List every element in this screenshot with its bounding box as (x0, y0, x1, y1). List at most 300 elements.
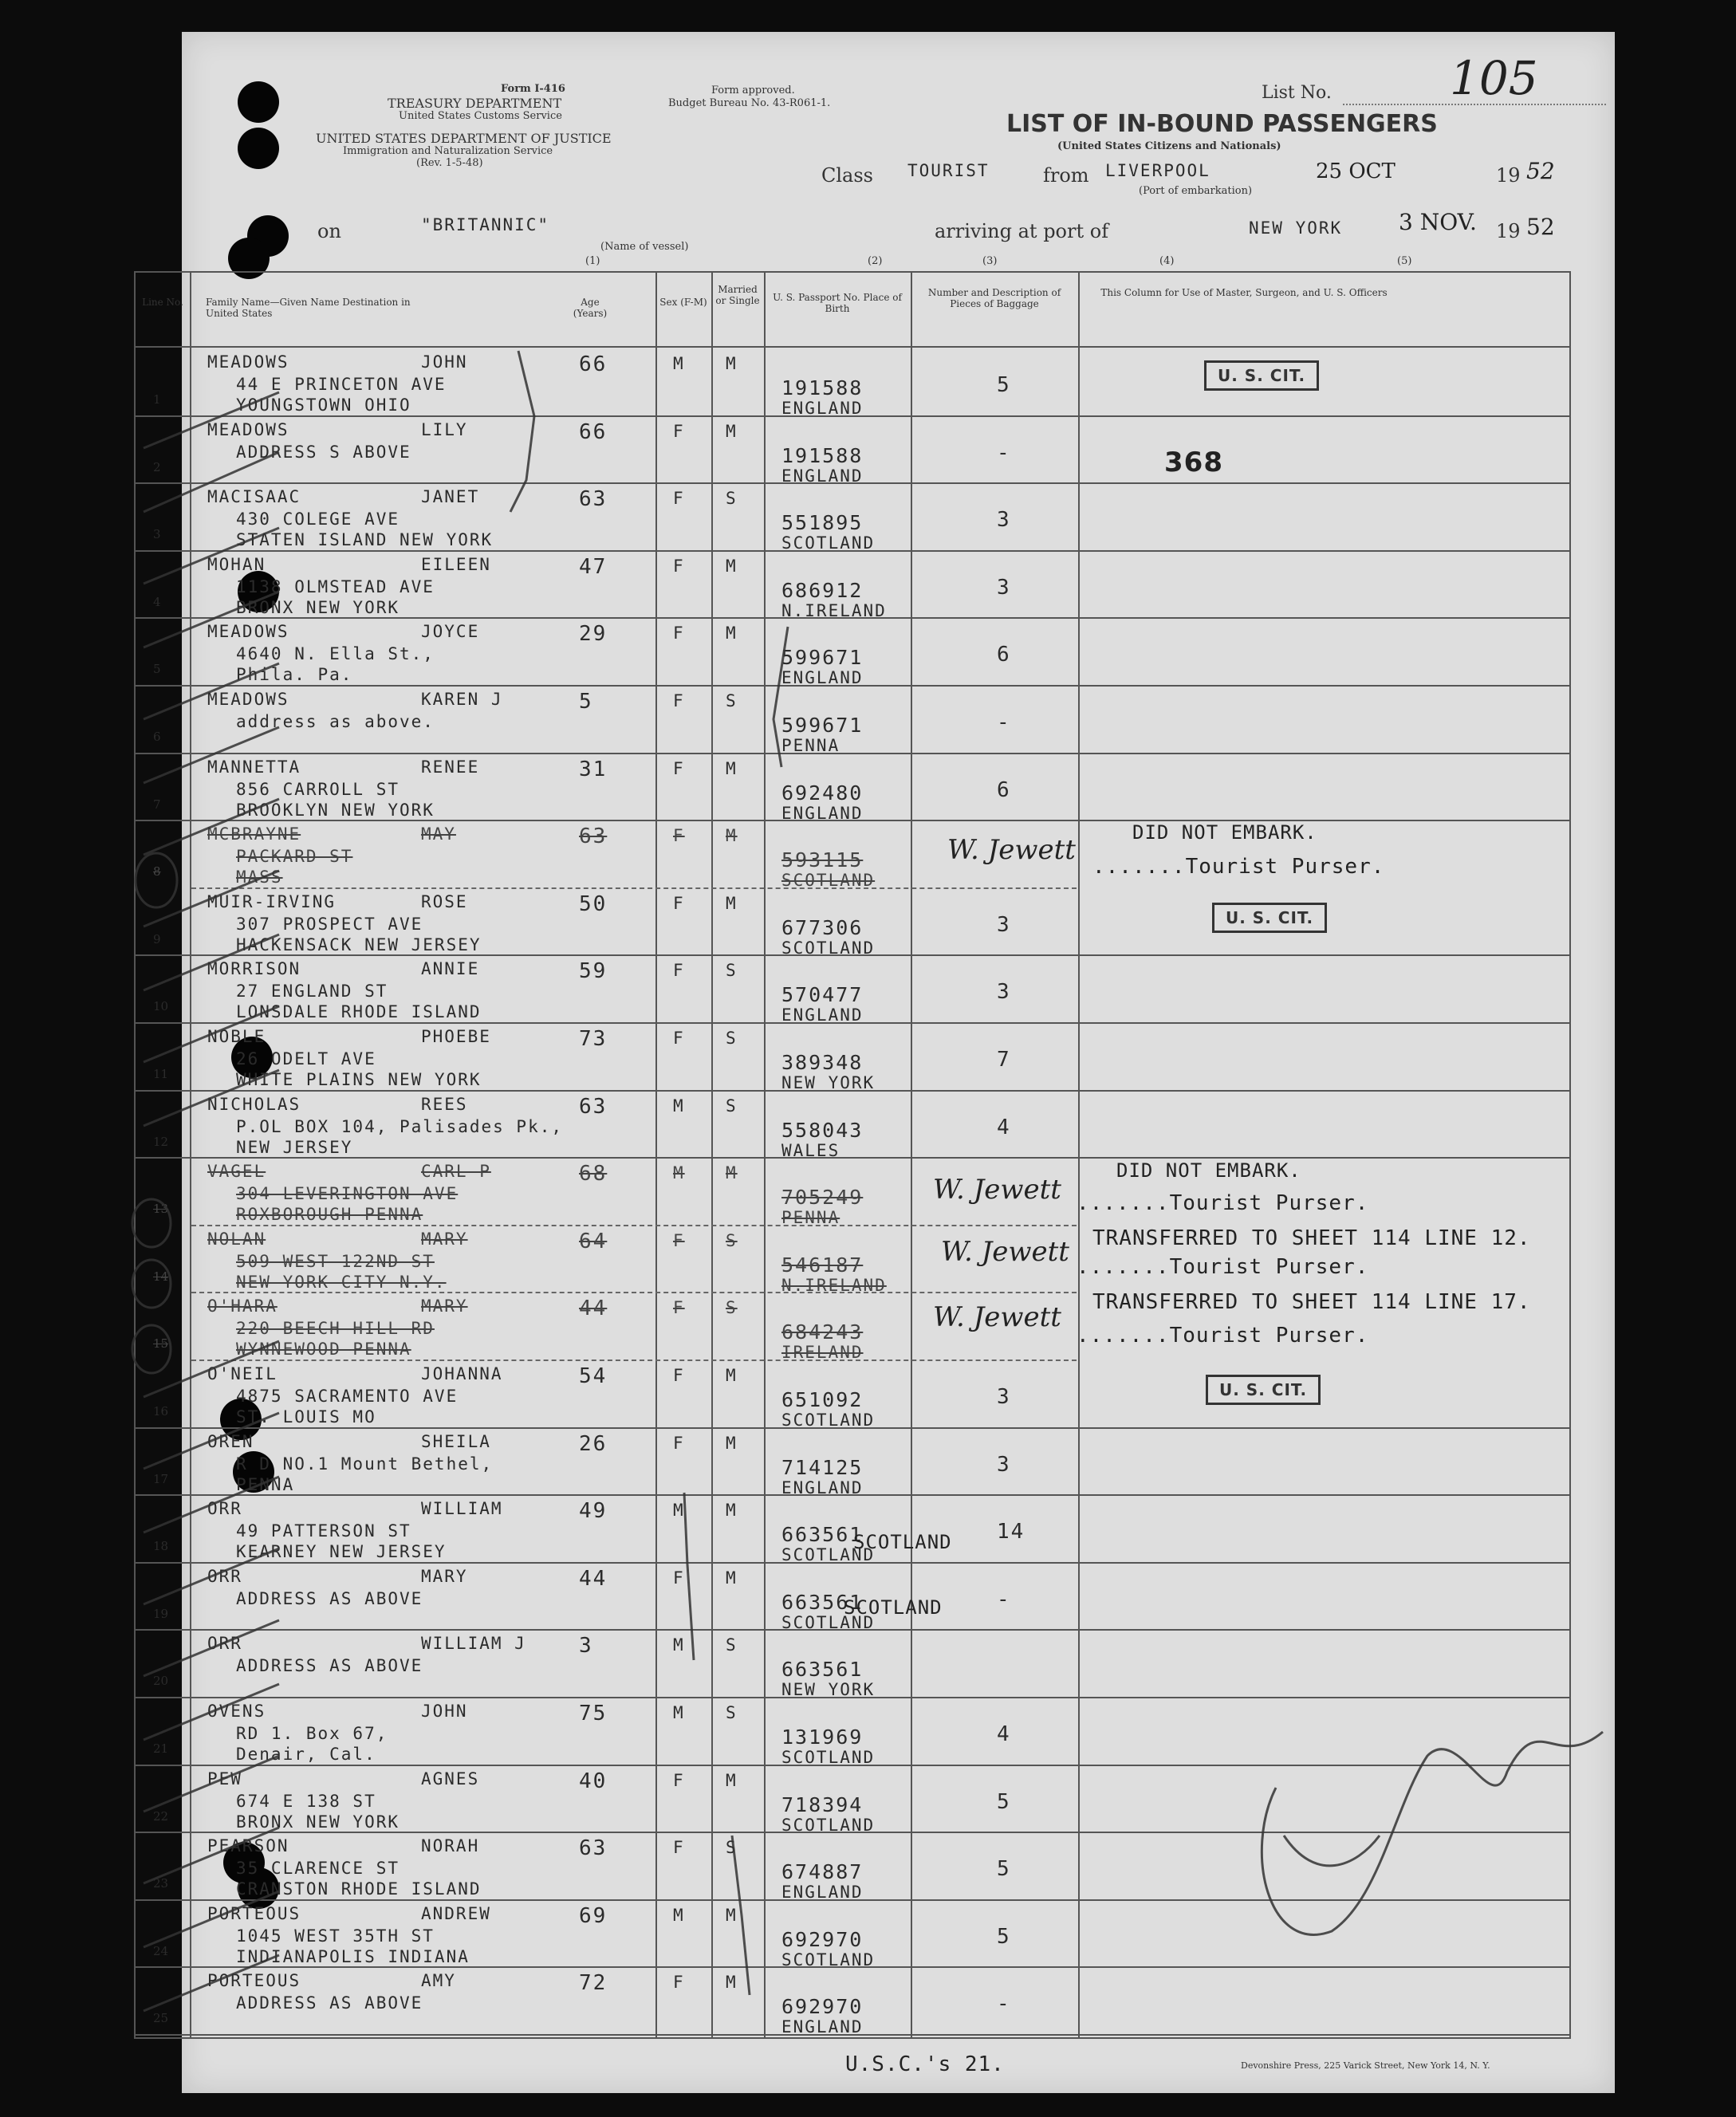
line-number: 12 (153, 1134, 169, 1149)
budget-bureau: Budget Bureau No. 43-R061-1. (668, 97, 831, 109)
line-number: 3 (153, 527, 161, 542)
us-citizen-stamp: U. S. CIT. (1204, 360, 1319, 391)
marital-status: M (726, 624, 738, 643)
line-number: 23 (153, 1876, 169, 1891)
address-line-2: BROOKLYN NEW YORK (236, 800, 435, 820)
place-of-birth: SCOTLAND (781, 938, 876, 958)
sex: M (673, 1703, 685, 1722)
baggage-count: 6 (997, 643, 1011, 667)
baggage-count: - (997, 1992, 1011, 2017)
given-name: JANET (421, 487, 480, 507)
given-name: AGNES (421, 1769, 480, 1788)
address-line-1: 430 COLEGE AVE (236, 510, 400, 529)
vessel-name: "BRITANNIC" (421, 215, 550, 234)
baggage-count: 7 (997, 1048, 1011, 1072)
address-line-1: 4875 SACRAMENTO AVE (236, 1387, 459, 1406)
sex: F (673, 758, 685, 778)
address-line-2: LONSDALE RHODE ISLAND (236, 1002, 482, 1022)
age: 63 (579, 487, 608, 512)
address-line-1: 4640 N. Ella St., (236, 644, 435, 664)
marital-status: M (726, 826, 738, 846)
place-of-birth: PENNA (781, 736, 840, 755)
marital-status: M (726, 1501, 738, 1521)
line-number: 24 (153, 1943, 169, 1958)
address-line-2: CRANSTON RHODE ISLAND (236, 1879, 482, 1899)
given-name: SHEILA (421, 1431, 491, 1451)
embark-date: 25 OCT (1316, 159, 1395, 183)
baggage-count: 5 (997, 373, 1011, 397)
marital-status: M (726, 758, 738, 778)
punch-hole (238, 81, 279, 123)
col-header-age: Age (Years) (573, 297, 608, 319)
form-approved: Form approved. (711, 85, 795, 96)
sex: M (673, 1635, 685, 1655)
tourist-purser-note: .......Tourist Purser. (1077, 1324, 1369, 1348)
place-of-birth: SCOTLAND (781, 871, 876, 891)
address-line-1: 856 CARROLL ST (236, 779, 400, 799)
place-of-birth: ENGLAND (781, 1005, 864, 1025)
baggage-count: 14 (997, 1520, 1025, 1544)
line-number: 13 (153, 1202, 169, 1217)
age: 49 (579, 1499, 608, 1524)
given-name: MARY (421, 1566, 468, 1586)
passport-number: 663561 (781, 1523, 864, 1547)
column-number-2: (2) (868, 255, 883, 267)
marital-status: M (726, 1163, 738, 1183)
col-header-line: Line No. (142, 297, 183, 308)
family-name: NICHOLAS (207, 1094, 301, 1114)
line-number: 15 (153, 1336, 169, 1352)
marital-status: S (726, 1230, 738, 1250)
address-line-2: HACKENSACK NEW JERSEY (236, 935, 482, 954)
passport-number: 663561 (781, 1590, 864, 1614)
address-line-2: BRONX NEW YORK (236, 597, 400, 617)
given-name: ANNIE (421, 959, 480, 979)
marital-status: S (726, 1703, 738, 1722)
place-of-birth: ENGLAND (781, 803, 864, 823)
passport-number: 191588 (781, 376, 864, 399)
given-name: CARL P (421, 1162, 491, 1182)
us-citizen-stamp: U. S. CIT. (1212, 903, 1327, 933)
passenger-table (134, 271, 1571, 2039)
family-name: MACISAAC (207, 487, 301, 507)
marital-status: M (726, 1770, 738, 1790)
address-line-2: INDIANAPOLIS INDIANA (236, 1946, 470, 1966)
baggage-count: 3 (997, 1385, 1011, 1409)
address-line-1: ADDRESS AS ABOVE (236, 1656, 423, 1676)
column-number-3: (3) (982, 255, 998, 267)
address-line-1: ADDRESS AS ABOVE (236, 1993, 423, 2013)
baggage-count: 4 (997, 1722, 1011, 1746)
marital-status: M (726, 893, 738, 913)
passport-number: 651092 (781, 1388, 864, 1411)
place-of-birth: ENGLAND (781, 668, 864, 688)
passport-number: 599671 (781, 714, 864, 737)
line-number: 19 (153, 1606, 169, 1621)
age: 31 (579, 757, 608, 781)
passport-number: 546187 (781, 1253, 864, 1277)
baggage-count: 3 (997, 575, 1011, 600)
age: 50 (579, 891, 608, 916)
address-line-1: 26 ODELT AVE (236, 1049, 376, 1068)
address-line-2: NEW YORK CITY N.Y. (236, 1272, 447, 1292)
age: 75 (579, 1702, 608, 1725)
age: 63 (579, 824, 608, 849)
justice-department: UNITED STATES DEPARTMENT OF JUSTICE (316, 131, 612, 146)
place-of-birth: SCOTLAND (781, 1748, 876, 1767)
birthplace-overwrite: SCOTLAND (844, 1596, 943, 1619)
family-name: MOHAN (207, 554, 266, 574)
address-line-1: RD 1. Box 67, (236, 1724, 388, 1743)
class-value: TOURIST (907, 161, 990, 180)
marital-status: M (726, 1366, 738, 1385)
address-line-1: address as above. (236, 712, 435, 731)
age: 40 (579, 1769, 608, 1793)
age: 5 (579, 690, 593, 714)
baggage-count: 3 (997, 1452, 1011, 1477)
family-name: ORR (207, 1634, 242, 1654)
form-title: LIST OF IN-BOUND PASSENGERS (1006, 110, 1438, 138)
family-name: MANNETTA (207, 757, 301, 777)
age: 66 (579, 419, 608, 444)
punch-hole (238, 128, 279, 169)
address-line-2: Phila. Pa. (236, 665, 353, 685)
passport-number: 714125 (781, 1455, 864, 1479)
class-label: Class (821, 164, 873, 187)
address-line-1: 27 ENGLAND ST (236, 982, 388, 1001)
place-of-birth: N.IRELAND (781, 600, 887, 620)
tourist-purser-note: .......Tourist Purser. (1077, 1191, 1369, 1215)
place-of-birth: SCOTLAND (781, 1545, 876, 1565)
age: 64 (579, 1229, 608, 1253)
family-name: MORRISON (207, 959, 301, 979)
line-number: 25 (153, 2011, 169, 2026)
baggage-count: 3 (997, 980, 1011, 1005)
passport-number: 692480 (781, 781, 864, 805)
arrival-port: NEW YORK (1249, 218, 1343, 238)
age: 44 (579, 1566, 608, 1591)
given-name: MARY (421, 1297, 468, 1316)
place-of-birth: ENGLAND (781, 1883, 864, 1903)
arrival-date: 3 NOV. (1399, 209, 1477, 235)
treasury-department: TREASURY DEPARTMENT (388, 96, 562, 111)
marital-status: S (726, 489, 738, 509)
place-of-birth: SCOTLAND (781, 1411, 876, 1430)
place-of-birth: SCOTLAND (781, 533, 876, 553)
family-name: OREN (207, 1431, 254, 1451)
given-name: LILY (421, 419, 468, 439)
sex: F (673, 691, 685, 710)
sex: F (673, 1366, 685, 1385)
age: 63 (579, 1836, 608, 1861)
footer-printer: Devonshire Press, 225 Varick Street, New York 14, N. Y. (1241, 2060, 1490, 2071)
arrival-year: 52 (1526, 214, 1555, 240)
us-citizen-stamp: U. S. CIT. (1206, 1375, 1321, 1405)
family-name: MCBRAYNE (207, 824, 301, 844)
annotation-number: 368 (1164, 447, 1223, 478)
family-name: MEADOWS (207, 419, 289, 439)
address-line-2: Denair, Cal. (236, 1745, 376, 1764)
passport-number: 718394 (781, 1792, 864, 1816)
footer-usc: U.S.C.'s 21. (845, 2052, 1005, 2076)
marital-status: S (726, 1635, 738, 1655)
given-name: JOHN (421, 1702, 468, 1721)
baggage-count: - (997, 1587, 1011, 1611)
sex: F (673, 1433, 685, 1453)
address-line-1: 35 CLARENCE ST (236, 1859, 400, 1879)
line-number: 6 (153, 730, 161, 744)
address-line-1: 304 LEVERINGTON AVE (236, 1184, 459, 1204)
address-line-1: 49 PATTERSON ST (236, 1521, 411, 1541)
place-of-birth: ENGLAND (781, 466, 864, 486)
family-name: MEADOWS (207, 352, 289, 372)
birthplace-overwrite: SCOTLAND (853, 1531, 952, 1553)
given-name: MARY (421, 1229, 468, 1249)
col-header-name: Family Name—Given Name Destination in United States (206, 297, 411, 319)
given-name: KAREN J (421, 690, 503, 709)
sex: F (673, 624, 685, 643)
sex: F (673, 1298, 685, 1318)
age: 69 (579, 1903, 608, 1928)
given-name: ROSE (421, 891, 468, 911)
place-of-birth: SCOTLAND (781, 1815, 876, 1835)
column-number-5: (5) (1397, 255, 1412, 267)
address-line-1: PACKARD ST (236, 847, 353, 867)
line-number: 4 (153, 594, 161, 609)
sex: M (673, 1096, 685, 1116)
transferred-note: TRANSFERRED TO SHEET 114 LINE 12. (1092, 1226, 1531, 1250)
arriving-label: arriving at port of (935, 220, 1109, 242)
address-line-1: R D NO.1 Mount Bethel, (236, 1454, 494, 1474)
place-of-birth: WALES (781, 1140, 840, 1160)
given-name: MAY (421, 824, 456, 844)
sex: F (673, 421, 685, 441)
place-of-birth: SCOTLAND (781, 1612, 876, 1632)
arrival-year-prefix: 19 (1496, 220, 1521, 242)
marital-status: S (726, 1298, 738, 1318)
family-name: PEARSON (207, 1836, 289, 1856)
family-name: O'HARA (207, 1297, 278, 1316)
column-number-4: (4) (1159, 255, 1175, 267)
address-line-1: 307 PROSPECT AVE (236, 914, 423, 934)
marital-status: S (726, 1838, 738, 1858)
line-number: 18 (153, 1539, 169, 1554)
sex: M (673, 1163, 685, 1183)
sex: F (673, 556, 685, 576)
age: 47 (579, 554, 608, 579)
sex: F (673, 826, 685, 846)
marital-status: M (726, 354, 738, 373)
family-name: NOLAN (207, 1229, 266, 1249)
transferred-note: TRANSFERRED TO SHEET 114 LINE 17. (1092, 1290, 1531, 1314)
sex: F (673, 1973, 685, 1993)
passport-number: 191588 (781, 443, 864, 467)
given-name: PHOEBE (421, 1027, 491, 1046)
sex: F (673, 893, 685, 913)
revision: (Rev. 1-5-48) (416, 157, 483, 169)
given-name: NORAH (421, 1836, 480, 1856)
embark-year: 52 (1526, 158, 1555, 184)
immigration-service: Immigration and Naturalization Service (343, 145, 553, 157)
baggage-count: 6 (997, 777, 1011, 802)
passport-number: 674887 (781, 1860, 864, 1884)
col-header-baggage: Number and Description of Pieces of Baggage (927, 287, 1061, 309)
place-of-birth: NEW YORK (781, 1680, 876, 1700)
given-name: ANDREW (421, 1903, 491, 1923)
purser-signature: W. Jewett (933, 1301, 1061, 1333)
tourist-purser-note: .......Tourist Purser. (1092, 855, 1385, 879)
family-name: VAGEL (207, 1162, 266, 1182)
col-header-married: Married or Single (715, 284, 760, 306)
list-no-label: List No. (1262, 83, 1332, 103)
place-of-birth: PENNA (781, 1208, 840, 1228)
place-of-birth: NEW YORK (781, 1073, 876, 1092)
address-line-2: ROXBOROUGH PENNA (236, 1205, 423, 1225)
family-name: MEADOWS (207, 622, 289, 642)
passport-number: 593115 (781, 848, 864, 872)
marital-status: S (726, 691, 738, 710)
sex: F (673, 961, 685, 981)
place-of-birth: SCOTLAND (781, 1950, 876, 1969)
given-name: REES (421, 1094, 468, 1114)
marital-status: S (726, 1096, 738, 1116)
age: 29 (579, 622, 608, 647)
given-name: JOHANNA (421, 1364, 503, 1383)
family-name: OVENS (207, 1702, 266, 1721)
purser-signature: W. Jewett (941, 1236, 1069, 1268)
vessel-caption: (Name of vessel) (600, 241, 689, 253)
address-line-1: 44 E PRINCETON AVE (236, 375, 447, 394)
age: 44 (579, 1297, 608, 1321)
passport-number: 570477 (781, 983, 864, 1007)
sex: F (673, 1568, 685, 1588)
address-line-2: ST. LOUIS MO (236, 1407, 376, 1426)
marital-status: S (726, 1029, 738, 1048)
address-line-1: ADDRESS S ABOVE (236, 442, 411, 462)
place-of-birth: ENGLAND (781, 1478, 864, 1497)
sex: M (673, 354, 685, 373)
sex: F (673, 1770, 685, 1790)
line-number: 8 (153, 864, 161, 879)
given-name: JOHN (421, 352, 468, 372)
line-number: 17 (153, 1471, 169, 1486)
marital-status: M (726, 556, 738, 576)
place-of-birth: ENGLAND (781, 399, 864, 418)
family-name: NOBLE (207, 1027, 266, 1046)
address-line-1: 1045 WEST 35TH ST (236, 1926, 435, 1946)
passport-number: 389348 (781, 1051, 864, 1074)
baggage-count: 3 (997, 508, 1011, 533)
address-line-1: 1138 OLMSTEAD AVE (236, 576, 435, 596)
purser-signature: W. Jewett (933, 1174, 1061, 1206)
passport-number: 677306 (781, 915, 864, 939)
baggage-count: 4 (997, 1115, 1011, 1139)
address-line-1: ADDRESS AS ABOVE (236, 1588, 423, 1608)
age: 3 (579, 1634, 593, 1659)
baggage-count: 3 (997, 912, 1011, 937)
line-number: 16 (153, 1404, 169, 1419)
form-number: Form I-416 (501, 83, 565, 95)
address-line-2: YOUNGSTOWN OHIO (236, 395, 411, 415)
address-line-2: WYNNEWOOD PENNA (236, 1340, 411, 1360)
form-subtitle: (United States Citizens and Nationals) (1057, 140, 1281, 152)
passport-number: 686912 (781, 578, 864, 602)
line-number: 2 (153, 459, 161, 474)
marital-status: M (726, 1973, 738, 1993)
line-number: 7 (153, 797, 161, 812)
passport-number: 692970 (781, 1995, 864, 2019)
age: 54 (579, 1364, 608, 1388)
sex: M (673, 1501, 685, 1521)
purser-signature: W. Jewett (947, 834, 1076, 866)
marital-status: M (726, 421, 738, 441)
address-line-2: PENNA (236, 1474, 295, 1494)
passport-number: 551895 (781, 511, 864, 535)
address-line-2: STATEN ISLAND NEW YORK (236, 530, 494, 550)
line-number: 5 (153, 662, 161, 677)
place-of-birth: IRELAND (781, 1343, 864, 1363)
family-name: PORTEOUS (207, 1971, 301, 1991)
line-number: 11 (153, 1067, 169, 1081)
sex: F (673, 1838, 685, 1858)
passport-number: 131969 (781, 1725, 864, 1749)
place-of-birth: ENGLAND (781, 2017, 864, 2037)
line-number: 22 (153, 1808, 169, 1824)
column-number-1: (1) (585, 255, 600, 267)
family-name: PORTEOUS (207, 1903, 301, 1923)
line-number: 20 (153, 1674, 169, 1689)
age: 72 (579, 1971, 608, 1996)
address-line-1: 220 BEECH HILL RD (236, 1319, 435, 1339)
marital-status: M (726, 1905, 738, 1925)
given-name: WILLIAM J (421, 1634, 526, 1654)
marital-status: S (726, 961, 738, 981)
given-name: AMY (421, 1971, 456, 1991)
age: 68 (579, 1162, 608, 1186)
place-of-birth: N.IRELAND (781, 1275, 887, 1295)
line-number: 14 (153, 1269, 169, 1284)
check-marks-overlay (136, 273, 1569, 2037)
passport-number: 599671 (781, 646, 864, 670)
family-name: O'NEIL (207, 1364, 278, 1383)
family-name: ORR (207, 1566, 242, 1586)
port-embarkation-caption: (Port of embarkation) (1139, 185, 1253, 197)
did-not-embark-note: DID NOT EMBARK. (1116, 1159, 1301, 1182)
given-name: EILEEN (421, 554, 491, 574)
sex: M (673, 1905, 685, 1925)
family-name: ORR (207, 1499, 242, 1519)
family-name: MUIR-IRVING (207, 891, 337, 911)
marital-status: M (726, 1568, 738, 1588)
sex: F (673, 489, 685, 509)
col-header-officers: This Column for Use of Master, Surgeon, and U. S. Officers (1100, 287, 1388, 298)
sex: F (673, 1230, 685, 1250)
age: 26 (579, 1431, 608, 1456)
given-name: JOYCE (421, 622, 480, 642)
passport-number: 558043 (781, 1118, 864, 1142)
family-name: PEW (207, 1769, 242, 1788)
address-line-1: 509 WEST 122ND ST (236, 1251, 435, 1271)
line-number: 10 (153, 999, 169, 1014)
baggage-count: 5 (997, 1789, 1011, 1814)
address-line-2: BRONX NEW YORK (236, 1812, 400, 1832)
embark-year-prefix: 19 (1496, 164, 1521, 187)
address-line-2: NEW JERSEY (236, 1137, 353, 1157)
marital-status: M (726, 1433, 738, 1453)
tourist-purser-note: .......Tourist Purser. (1077, 1255, 1369, 1279)
passport-number: 663561 (781, 1658, 864, 1682)
age: 73 (579, 1027, 608, 1051)
